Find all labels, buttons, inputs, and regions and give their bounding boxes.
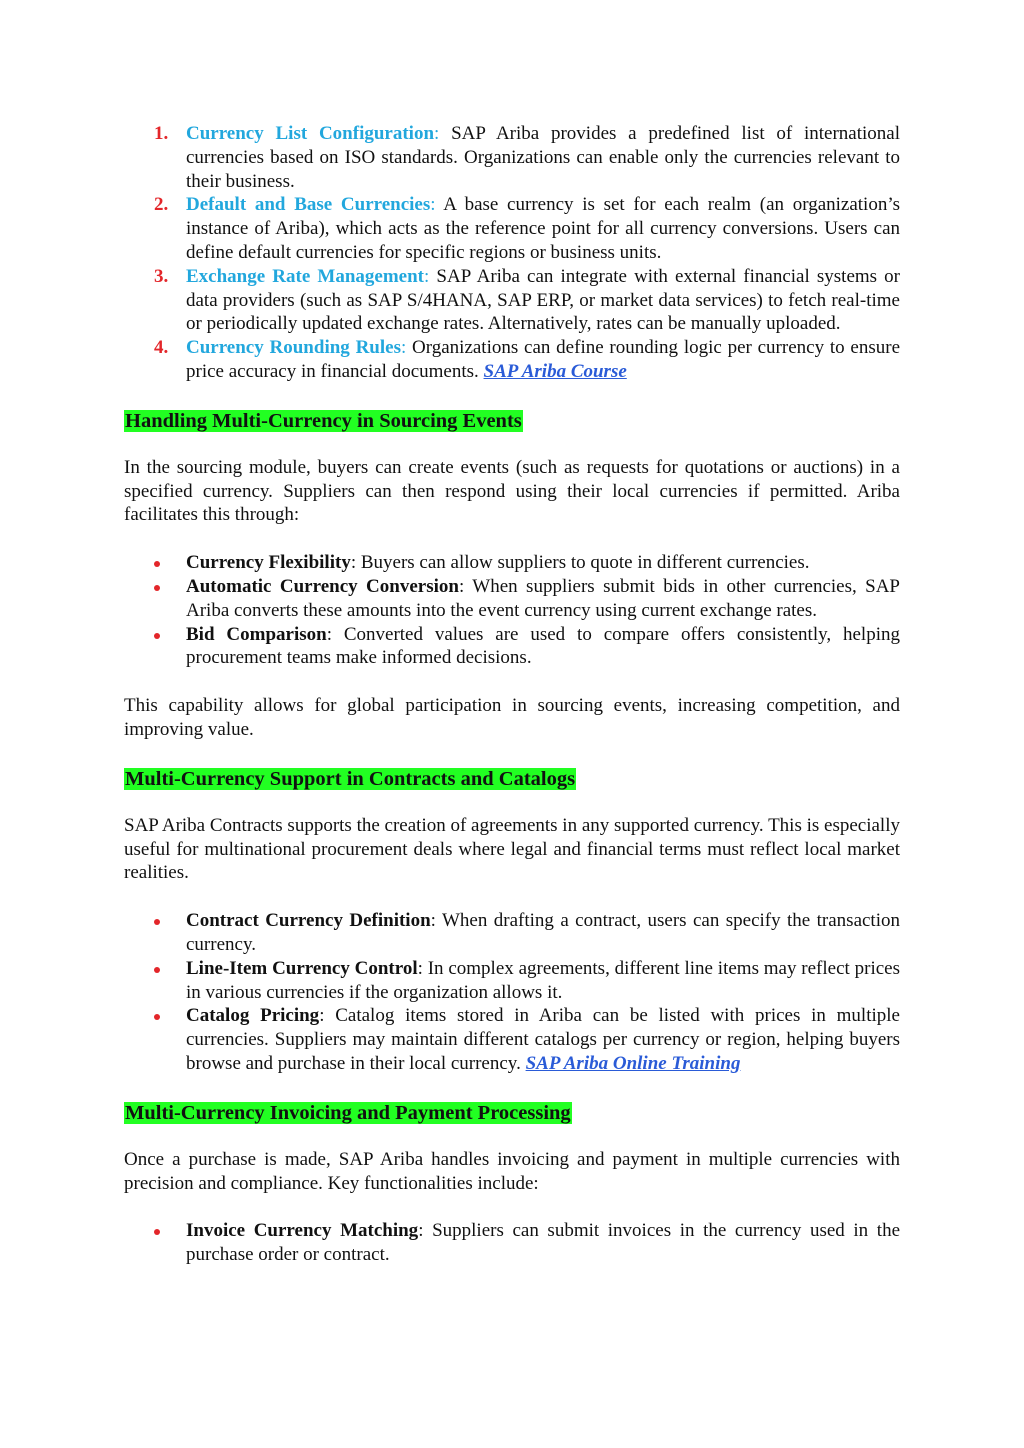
document-page — [124, 122, 900, 1267]
bullet-text: : Catalog items stored in Ariba can be listed with prices in multiple currencies. Suppliers may maintain different catalogs per currency or region, helping buyers browse and purchase in their local currency. — [186, 1005, 900, 1074]
list-number: 1. — [154, 123, 169, 144]
section-heading-sourcing — [124, 408, 900, 434]
heading-text: Multi-Currency Support in Contracts and Catalogs — [125, 767, 576, 790]
bullet-term: Invoice Currency Matching — [186, 1220, 419, 1242]
list-separator: : — [430, 194, 436, 216]
bullet-icon — [154, 633, 160, 639]
config-numbered-list — [124, 122, 900, 384]
list-item — [124, 1004, 900, 1075]
bullet-term: Line-Item Currency Control — [186, 957, 418, 979]
bullet-icon — [154, 1014, 160, 1020]
list-separator: : — [434, 123, 440, 144]
bullet-text: : Suppliers can submit invoices in the currency used in the purchase order or contract. — [186, 1220, 901, 1266]
section-heading-invoicing — [124, 1100, 900, 1126]
sap-ariba-online-training-link[interactable]: SAP Ariba Online Training — [525, 1052, 741, 1074]
bullet-term: Bid Comparison — [186, 623, 327, 645]
list-separator: : — [424, 265, 430, 287]
list-item — [124, 336, 900, 384]
bullet-text: : Buyers can allow suppliers to quote in different currencies. — [350, 552, 810, 574]
bullet-term: Automatic Currency Conversion — [186, 575, 459, 597]
section-heading-contracts — [124, 766, 900, 792]
bullet-icon — [154, 919, 160, 925]
list-item — [124, 551, 900, 575]
bullet-term: Currency Flexibility — [186, 552, 351, 574]
sap-ariba-course-link[interactable]: SAP Ariba Course — [483, 360, 627, 382]
list-number: 4. — [154, 337, 169, 359]
list-text: Organizations can define rounding logic per currency to ensure price accuracy in financial documents. — [186, 337, 901, 382]
bullet-icon — [154, 1229, 160, 1235]
list-item — [124, 193, 900, 264]
sourcing-outro-paragraph: This capability allows for global participation in sourcing events, increasing competition, and improving value. — [124, 695, 900, 740]
list-separator: : — [400, 337, 407, 359]
bullet-term: Contract Currency Definition — [186, 910, 431, 932]
list-item — [124, 265, 900, 336]
list-term: Default and Base Currencies — [186, 194, 431, 216]
contracts-intro-paragraph: SAP Ariba Contracts supports the creation of agreements in any supported currency. This is especially useful for multinational procurement deals where legal and financial terms must reflect local market realities. — [124, 814, 900, 884]
list-item — [124, 909, 900, 957]
list-item — [124, 575, 900, 623]
contracts-bullet-list — [124, 909, 900, 1076]
list-number: 3. — [154, 265, 169, 287]
invoicing-intro-paragraph: Once a purchase is made, SAP Ariba handles invoicing and payment in multiple currencies with precision and compliance. Key functionalities include: — [124, 1148, 900, 1194]
bullet-icon — [154, 967, 160, 973]
list-text: SAP Ariba provides a predefined list of international currencies based on ISO standards. Organizations can enable only the currencies relevant to their business. — [186, 123, 901, 192]
bullet-icon — [154, 561, 160, 567]
list-term: Currency Rounding Rules — [186, 337, 401, 359]
list-number: 2. — [154, 194, 169, 216]
bullet-text: : Converted values are used to compare offers consistently, helping procurement teams make informed decisions. — [186, 623, 900, 669]
sourcing-bullet-list — [124, 551, 900, 670]
bullet-icon — [154, 585, 160, 591]
invoicing-bullet-list — [124, 1219, 900, 1267]
list-term: Exchange Rate Management — [186, 265, 424, 287]
bullet-text: : In complex agreements, different line items may reflect prices in various currencies if the organization allows it. — [186, 957, 900, 1003]
bullet-term: Catalog Pricing — [186, 1005, 320, 1027]
sourcing-intro-paragraph: In the sourcing module, buyers can create events (such as requests for quotations or auctions) in a specified currency. Suppliers can then respond using their local currencies if permitted. Ariba facilitates this through: — [124, 456, 900, 526]
heading-text: Handling Multi-Currency in Sourcing Events — [125, 409, 522, 432]
heading-text: Multi-Currency Invoicing and Payment Processing — [125, 1101, 571, 1124]
bullet-text: : When drafting a contract, users can specify the transaction currency. — [186, 910, 900, 955]
bullet-text: : When suppliers submit bids in other currencies, SAP Ariba converts these amounts into the event currency using current exchange rates. — [186, 575, 900, 621]
list-item — [124, 957, 900, 1005]
list-item — [124, 122, 900, 193]
list-term: Currency List Configuration — [186, 123, 435, 144]
list-text: A base currency is set for each realm (an organization’s instance of Ariba), which acts as the reference point for all currency conversions. Users can define default currencies for specific regions or business units. — [186, 194, 901, 263]
list-item — [124, 623, 900, 671]
list-text: SAP Ariba can integrate with external financial systems or data providers (such as SAP S/4HANA, SAP ERP, or market data services) to fetch real-time or periodically updated exchange rates. Alternatively, rates can be manually uploaded. — [186, 265, 900, 335]
list-item — [124, 1219, 900, 1267]
